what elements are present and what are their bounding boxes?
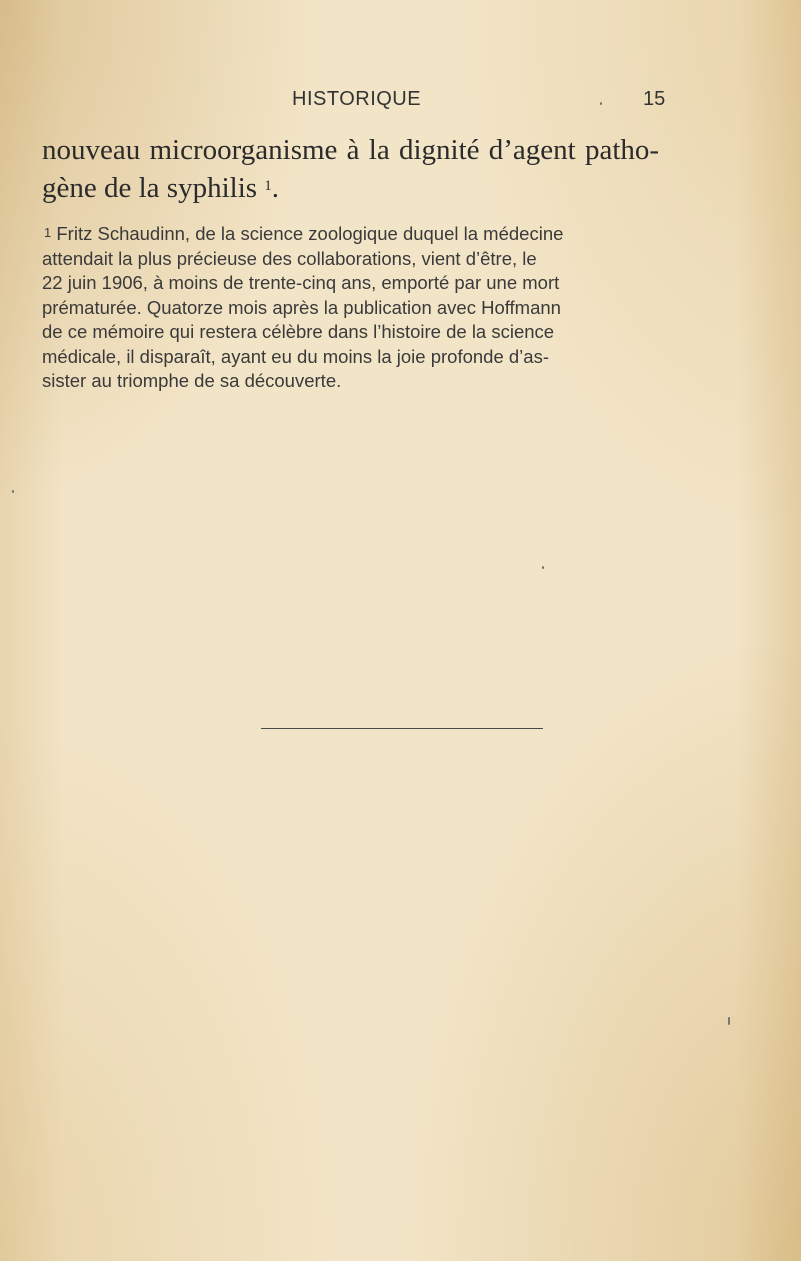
footnote-line-6: médicale, il disparaît, ayant eu du moins la joie profonde d’as-	[42, 345, 549, 367]
body-line-2-text: gène de la syphilis	[42, 172, 265, 204]
section-end-rule	[261, 728, 543, 729]
footnote-line-1-text: Fritz Schaudinn, de la science zoologique duquel la médecine	[56, 223, 564, 244]
footnote-line-4: prématurée. Quatorze mois après la publication avec Hoffmann	[42, 296, 561, 318]
paper-speck	[542, 566, 544, 569]
body-line-2	[42, 169, 714, 207]
running-head	[0, 88, 801, 118]
running-title: HISTORIQUE	[292, 88, 422, 110]
paper-speck	[600, 102, 602, 105]
body-paragraph	[42, 131, 714, 207]
footnote-line-3: 22 juin 1906, à moins de trente-cinq ans, emporté par une mort	[42, 272, 560, 293]
body-line-2-end: .	[271, 172, 280, 204]
footnote-line-7: sister au triomphe de sa découverte.	[42, 370, 342, 391]
body-line-1: nouveau microorganisme à la dignité d’agent patho-	[42, 134, 660, 166]
paper-speck	[12, 490, 14, 493]
footnote-line-5: de ce mémoire qui restera célèbre dans l’histoire de la science	[42, 321, 555, 342]
footnote-line-1	[42, 222, 682, 247]
footnote-reference: 1	[264, 178, 272, 194]
page-number: 15	[643, 88, 666, 110]
paper-speck	[728, 1017, 730, 1025]
footnote-marker: 1	[44, 225, 52, 240]
footnote	[42, 222, 682, 394]
footnote-line-2: attendait la plus précieuse des collaborations, vient d’être, le	[42, 247, 537, 269]
